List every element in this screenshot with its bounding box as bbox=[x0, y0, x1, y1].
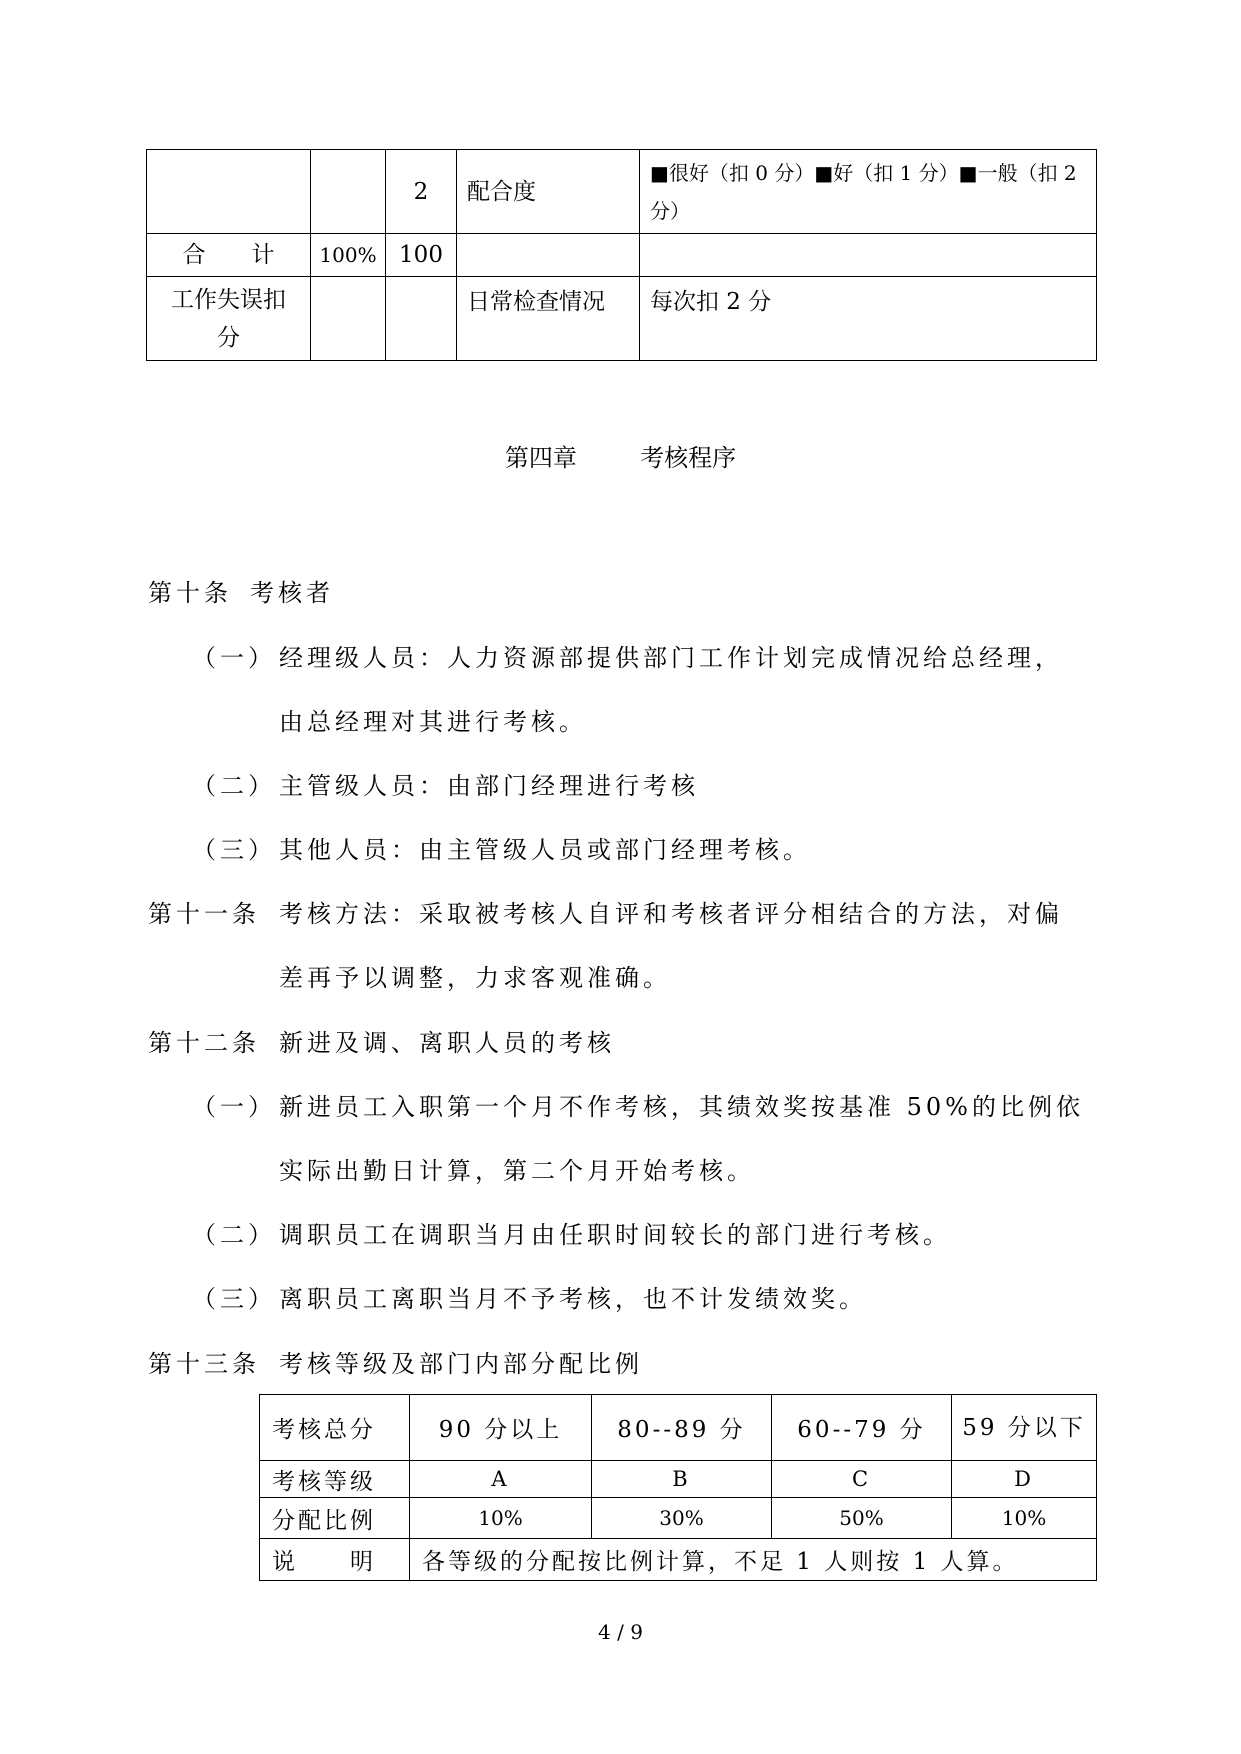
note-cell: 各等级的分配按比例计算，不足 1 人则按 1 人算。 bbox=[410, 1539, 1097, 1581]
table-cell bbox=[147, 150, 311, 234]
table-cell bbox=[311, 277, 386, 361]
clause-text: 离职员工离职当月不予考核，也不计发绩效奖。 bbox=[279, 1285, 867, 1313]
clause-number: （二） bbox=[192, 1221, 276, 1249]
clause-number: （一） bbox=[192, 1093, 276, 1121]
table-row bbox=[147, 150, 1097, 234]
chapter-title bbox=[0, 438, 1241, 473]
clause-text: 经理级人员：人力资源部提供部门工作计划完成情况给总经理， bbox=[279, 644, 1063, 672]
article-heading: 第十三条 bbox=[148, 1350, 260, 1378]
article-title: 考核等级及部门内部分配比例 bbox=[279, 1350, 643, 1378]
table-row bbox=[260, 1461, 1097, 1498]
table-row bbox=[147, 277, 1097, 361]
table-cell: ■很好（扣 0 分）■好（扣 1 分）■一般（扣 2 分） bbox=[640, 150, 1097, 234]
table-row bbox=[260, 1498, 1097, 1539]
table-cell: 90 分以上 bbox=[410, 1395, 592, 1461]
article-text: 考核方法：采取被考核人自评和考核者评分相结合的方法，对偏 bbox=[279, 900, 1063, 928]
clause-text: 其他人员：由主管级人员或部门经理考核。 bbox=[279, 836, 811, 864]
table-cell: 合 计 bbox=[147, 234, 311, 277]
page-number: 4 / 9 bbox=[598, 1620, 643, 1644]
article-title: 新进及调、离职人员的考核 bbox=[279, 1029, 615, 1057]
table-cell: 60--79 分 bbox=[772, 1395, 952, 1461]
table-cell: A bbox=[410, 1461, 592, 1498]
article-heading: 第十一条 bbox=[148, 900, 260, 928]
clause-text: 实际出勤日计算，第二个月开始考核。 bbox=[279, 1157, 755, 1185]
table-cell: 100% bbox=[311, 234, 386, 277]
chapter-name: 考核程序 bbox=[640, 444, 737, 472]
table-cell bbox=[640, 234, 1097, 277]
table-row bbox=[260, 1539, 1097, 1581]
clause-number: （二） bbox=[192, 772, 276, 800]
table-cell: D bbox=[952, 1461, 1097, 1498]
clause-number: （三） bbox=[192, 1285, 276, 1313]
table-cell: C bbox=[772, 1461, 952, 1498]
row-label: 考核等级 bbox=[260, 1461, 410, 1498]
clause-text: 由总经理对其进行考核。 bbox=[279, 708, 587, 736]
table-cell: 每次扣 2 分 bbox=[640, 277, 1097, 361]
table-row bbox=[260, 1395, 1097, 1461]
clause-number: （一） bbox=[192, 644, 276, 672]
clause-text: 调职员工在调职当月由任职时间较长的部门进行考核。 bbox=[279, 1221, 951, 1249]
article-heading: 第十条 考核者 bbox=[148, 579, 334, 607]
table-cell: 日常检查情况 bbox=[457, 277, 640, 361]
table-cell: 2 bbox=[386, 150, 457, 234]
clause-text: 主管级人员：由部门经理进行考核 bbox=[279, 772, 699, 800]
chapter-number: 第四章 bbox=[504, 444, 577, 472]
table-cell: 工作失误扣分 bbox=[147, 277, 311, 361]
clause-number: （三） bbox=[192, 836, 276, 864]
table-cell: 59 分以下 bbox=[952, 1395, 1097, 1461]
table-cell: 30% bbox=[592, 1498, 772, 1539]
assessment-items-table bbox=[146, 149, 1097, 361]
row-label: 考核总分 bbox=[260, 1395, 410, 1461]
article-heading: 第十二条 bbox=[148, 1029, 260, 1057]
table-row bbox=[147, 234, 1097, 277]
table-cell: 配合度 bbox=[457, 150, 640, 234]
table-cell: 80--89 分 bbox=[592, 1395, 772, 1461]
grade-distribution-table bbox=[259, 1394, 1097, 1581]
row-label: 分配比例 bbox=[260, 1498, 410, 1539]
table-cell: 50% bbox=[772, 1498, 952, 1539]
table-cell: B bbox=[592, 1461, 772, 1498]
table-cell bbox=[311, 150, 386, 234]
table-cell: 10% bbox=[952, 1498, 1097, 1539]
table-cell: 100 bbox=[386, 234, 457, 277]
article-text: 差再予以调整，力求客观准确。 bbox=[279, 964, 671, 992]
table-cell bbox=[386, 277, 457, 361]
row-label: 说 明 bbox=[260, 1539, 410, 1581]
clause-text: 新进员工入职第一个月不作考核，其绩效奖按基准 50%的比例依 bbox=[279, 1093, 1084, 1121]
table-cell: 10% bbox=[410, 1498, 592, 1539]
table-cell bbox=[457, 234, 640, 277]
